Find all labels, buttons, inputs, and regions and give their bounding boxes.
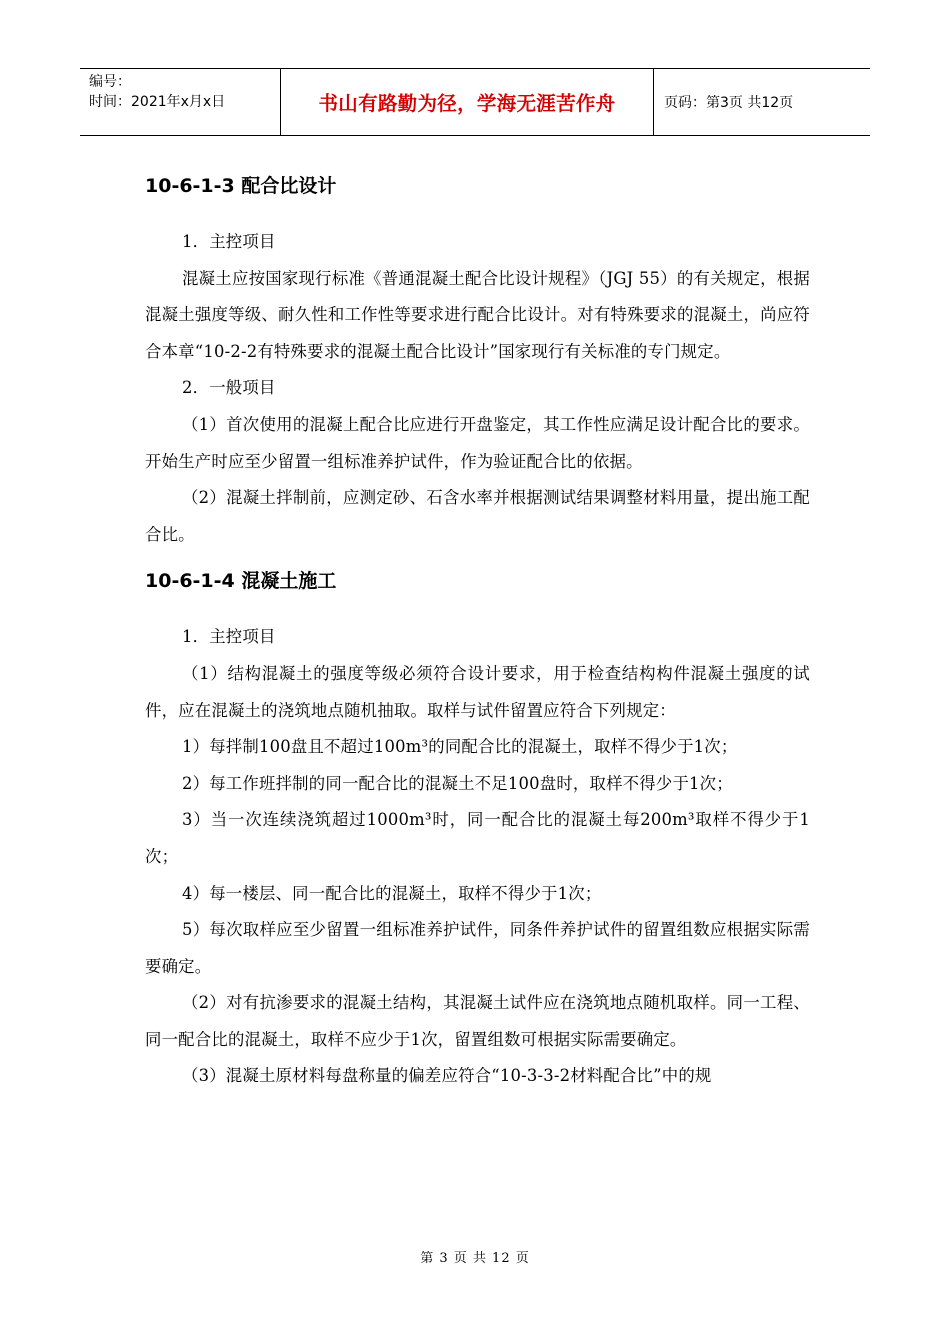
- subsection-title: 1．主控项目: [182, 627, 276, 647]
- list-item: 5）每次取样应至少留置一组标准养护试件，同条件养护试件的留置组数应根据实际需要确定。: [145, 920, 810, 976]
- body-paragraph: （1）结构混凝土的强度等级必须符合设计要求，用于检查结构构件混凝土强度的试件，应在混凝土的浇筑地点随机抽取。取样与试件留置应符合下列规定：: [145, 663, 810, 720]
- body-paragraph: （2）混凝土拌制前，应测定砂、石含水率并根据测试结果调整材料用量，提出施工配合比。: [145, 488, 810, 544]
- subsection-title: 1．主控项目: [182, 232, 276, 251]
- subsection-title: 2．一般项目: [182, 378, 276, 398]
- list-item: 4）每一楼层、同一配合比的混凝土，取样不得少于1次；: [182, 883, 602, 903]
- page-footer: 第 3 页 共 12 页: [420, 1251, 530, 1266]
- section-heading: 10-6-1-4 混凝土施工: [145, 570, 337, 593]
- header-page-info: 页码：第3页 共12页: [664, 95, 794, 111]
- header-meta: [80, 69, 281, 135]
- document-body: [145, 170, 810, 1095]
- document-date: 时间：2021年x月x日: [89, 94, 226, 110]
- list-item: 2）每工作班拌制的同一配合比的混凝土不足100盘时，取样不得少于1次；: [182, 773, 733, 793]
- header-motto: 书山有路勤为径，学海无涯苦作舟: [281, 69, 654, 135]
- body-paragraph: （3）混凝土原材料每盘称量的偏差应符合“10-3-3-2材料配合比”中的规: [182, 1066, 712, 1086]
- body-paragraph: （2）对有抗渗要求的混凝土结构，其混凝土试件应在浇筑地点随机取样。同一工程、同一配合比的混凝土，取样不应少于1次，留置组数可根据实际需要确定。: [145, 993, 810, 1049]
- list-item: 3）当一次连续浇筑超过1000m³时，同一配合比的混凝土每200m³取样不得少于1次；: [145, 810, 810, 866]
- section-heading: 10-6-1-3 配合比设计: [145, 175, 337, 197]
- body-paragraph: （1）首次使用的混凝上配合比应进行开盘鉴定，其工作性应满足设计配合比的要求。开始生产时应至少留置一组标准养护试件，作为验证配合比的依据。: [145, 414, 810, 471]
- page-header: [80, 68, 870, 136]
- document-number-label: 编号：: [89, 74, 131, 90]
- body-paragraph: 混凝土应按国家现行标准《普通混凝土配合比设计规程》（JGJ 55）的有关规定，根据混凝土强度等级、耐久性和工作性等要求进行配合比设计。对有特殊要求的混凝土，尚应符合本章“10-2-2有特殊要求的混凝土配合比设计”国家现行有关标准的专门规定。: [145, 268, 810, 361]
- list-item: 1）每拌制100盘且不超过100m³的同配合比的混凝土，取样不得少于1次；: [182, 737, 738, 757]
